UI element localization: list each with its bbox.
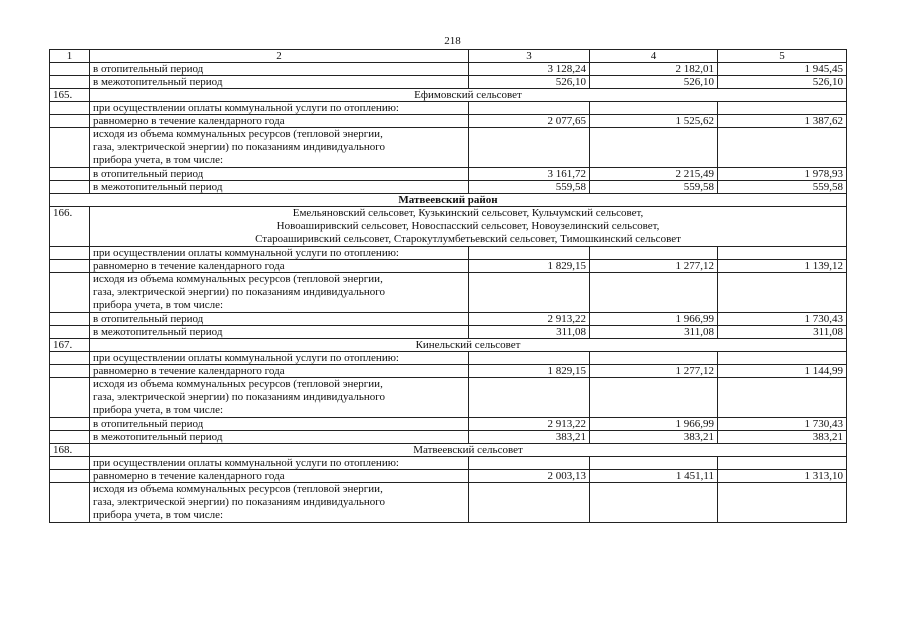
row-label: при осуществлении оплаты коммунальной услуги по отоплению: xyxy=(90,457,469,470)
value-col4 xyxy=(590,457,718,470)
section-title-line: Староаширивский сельсовет, Старокутлумбетьевский сельсовет, Тимошкинский сельсовет xyxy=(255,233,681,245)
row-label: в межотопительный период xyxy=(90,326,469,339)
table-row xyxy=(50,260,847,273)
column-number: 2 xyxy=(90,50,469,63)
row-label-multiline xyxy=(90,273,469,313)
value-col4: 1 966,99 xyxy=(590,313,718,326)
table-row xyxy=(50,63,847,76)
row-index-cell xyxy=(50,260,90,273)
row-label: в отопительный период xyxy=(90,63,469,76)
page-number: 218 xyxy=(444,35,461,47)
row-index-cell xyxy=(50,431,90,444)
label-line: исходя из объема коммунальных ресурсов (тепловой энергии, xyxy=(93,378,383,390)
row-label: в межотопительный период xyxy=(90,76,469,89)
value-col5 xyxy=(718,102,847,115)
district-title: Матвеевский район xyxy=(50,194,847,207)
row-label-multiline xyxy=(90,128,469,168)
value-col3 xyxy=(469,128,590,168)
row-index-cell xyxy=(50,483,90,523)
row-index-cell xyxy=(50,115,90,128)
tariff-table xyxy=(49,49,847,523)
section-title: Кинельский сельсовет xyxy=(90,339,847,352)
value-col3: 2 913,22 xyxy=(469,418,590,431)
row-label: равномерно в течение календарного года xyxy=(90,470,469,483)
value-col5 xyxy=(718,128,847,168)
column-number: 5 xyxy=(718,50,847,63)
value-col3: 2 077,65 xyxy=(469,115,590,128)
table-row xyxy=(50,326,847,339)
value-col3: 383,21 xyxy=(469,431,590,444)
section-index: 167. xyxy=(50,339,90,352)
value-col3 xyxy=(469,102,590,115)
row-label-multiline xyxy=(90,483,469,523)
value-col4: 1 451,11 xyxy=(590,470,718,483)
value-col5 xyxy=(718,378,847,418)
value-col4 xyxy=(590,128,718,168)
label-line: газа, электрической энергии) по показаниям индивидуального xyxy=(93,286,385,298)
section-title: Матвеевский сельсовет xyxy=(90,444,847,457)
table-row xyxy=(50,181,847,194)
value-col4: 1 525,62 xyxy=(590,115,718,128)
value-col4: 526,10 xyxy=(590,76,718,89)
row-index-cell xyxy=(50,76,90,89)
column-number: 4 xyxy=(590,50,718,63)
table-row xyxy=(50,313,847,326)
section-index: 165. xyxy=(50,89,90,102)
label-line: прибора учета, в том числе: xyxy=(93,299,224,311)
row-index-cell xyxy=(50,365,90,378)
value-col4 xyxy=(590,247,718,260)
row-label: в межотопительный период xyxy=(90,431,469,444)
value-col3 xyxy=(469,378,590,418)
table-row xyxy=(50,444,847,457)
table-row xyxy=(50,418,847,431)
value-col3: 1 829,15 xyxy=(469,260,590,273)
label-line: газа, электрической энергии) по показаниям индивидуального xyxy=(93,496,385,508)
value-col5 xyxy=(718,483,847,523)
table-row xyxy=(50,89,847,102)
value-col3 xyxy=(469,273,590,313)
section-index: 166. xyxy=(50,207,90,247)
value-col4: 1 277,12 xyxy=(590,365,718,378)
row-label: равномерно в течение календарного года xyxy=(90,365,469,378)
value-col3: 3 161,72 xyxy=(469,168,590,181)
row-index-cell xyxy=(50,181,90,194)
value-col4: 311,08 xyxy=(590,326,718,339)
row-label: в межотопительный период xyxy=(90,181,469,194)
label-line: исходя из объема коммунальных ресурсов (тепловой энергии, xyxy=(93,273,383,285)
table-row xyxy=(50,168,847,181)
label-line: газа, электрической энергии) по показаниям индивидуального xyxy=(93,391,385,403)
value-col5: 1 144,99 xyxy=(718,365,847,378)
section-title-line: Емельяновский сельсовет, Кузькинский сельсовет, Кульчумский сельсовет, xyxy=(292,207,644,219)
table-row xyxy=(50,378,847,418)
row-label: при осуществлении оплаты коммунальной услуги по отоплению: xyxy=(90,352,469,365)
row-index-cell xyxy=(50,102,90,115)
table-row xyxy=(50,128,847,168)
column-number-row xyxy=(50,50,847,63)
row-index-cell xyxy=(50,128,90,168)
label-line: газа, электрической энергии) по показаниям индивидуального xyxy=(93,141,385,153)
table-row xyxy=(50,115,847,128)
value-col3: 2 003,13 xyxy=(469,470,590,483)
table-row xyxy=(50,207,847,247)
label-line: прибора учета, в том числе: xyxy=(93,404,224,416)
value-col5: 559,58 xyxy=(718,181,847,194)
value-col5: 1 387,62 xyxy=(718,115,847,128)
row-index-cell xyxy=(50,168,90,181)
row-label: при осуществлении оплаты коммунальной услуги по отоплению: xyxy=(90,102,469,115)
row-index-cell xyxy=(50,470,90,483)
value-col3: 559,58 xyxy=(469,181,590,194)
table-row xyxy=(50,483,847,523)
table-row xyxy=(50,102,847,115)
value-col3 xyxy=(469,247,590,260)
value-col4: 2 215,49 xyxy=(590,168,718,181)
row-index-cell xyxy=(50,313,90,326)
value-col5: 311,08 xyxy=(718,326,847,339)
value-col4: 383,21 xyxy=(590,431,718,444)
value-col5: 1 313,10 xyxy=(718,470,847,483)
value-col5: 1 730,43 xyxy=(718,313,847,326)
value-col5 xyxy=(718,273,847,313)
row-index-cell xyxy=(50,326,90,339)
column-number: 1 xyxy=(50,50,90,63)
row-index-cell xyxy=(50,273,90,313)
row-label: в отопительный период xyxy=(90,313,469,326)
label-line: исходя из объема коммунальных ресурсов (тепловой энергии, xyxy=(93,128,383,140)
row-label: при осуществлении оплаты коммунальной услуги по отоплению: xyxy=(90,247,469,260)
label-line: прибора учета, в том числе: xyxy=(93,509,224,521)
row-index-cell xyxy=(50,378,90,418)
value-col5: 526,10 xyxy=(718,76,847,89)
value-col4: 1 277,12 xyxy=(590,260,718,273)
table-row xyxy=(50,470,847,483)
value-col5: 1 139,12 xyxy=(718,260,847,273)
row-label: в отопительный период xyxy=(90,418,469,431)
column-number: 3 xyxy=(469,50,590,63)
row-label: равномерно в течение календарного года xyxy=(90,115,469,128)
value-col4 xyxy=(590,352,718,365)
section-title-line: Новоаширивский сельсовет, Новоспасский сельсовет, Новоузелинский сельсовет, xyxy=(276,220,660,232)
row-label: равномерно в течение календарного года xyxy=(90,260,469,273)
value-col4 xyxy=(590,273,718,313)
value-col3 xyxy=(469,483,590,523)
value-col5 xyxy=(718,457,847,470)
value-col5: 1 730,43 xyxy=(718,418,847,431)
value-col5: 383,21 xyxy=(718,431,847,444)
value-col5 xyxy=(718,352,847,365)
row-index-cell xyxy=(50,63,90,76)
row-index-cell xyxy=(50,457,90,470)
row-label-multiline xyxy=(90,378,469,418)
section-index: 168. xyxy=(50,444,90,457)
label-line: прибора учета, в том числе: xyxy=(93,154,224,166)
value-col3: 311,08 xyxy=(469,326,590,339)
table-body xyxy=(50,63,847,523)
value-col3: 3 128,24 xyxy=(469,63,590,76)
value-col3: 2 913,22 xyxy=(469,313,590,326)
value-col5: 1 945,45 xyxy=(718,63,847,76)
value-col5 xyxy=(718,247,847,260)
label-line: исходя из объема коммунальных ресурсов (тепловой энергии, xyxy=(93,483,383,495)
table-row xyxy=(50,247,847,260)
row-index-cell xyxy=(50,352,90,365)
table-row xyxy=(50,339,847,352)
value-col4: 559,58 xyxy=(590,181,718,194)
row-label: в отопительный период xyxy=(90,168,469,181)
value-col4: 2 182,01 xyxy=(590,63,718,76)
table-row xyxy=(50,365,847,378)
table-row xyxy=(50,457,847,470)
table-row xyxy=(50,76,847,89)
value-col3 xyxy=(469,457,590,470)
table-row xyxy=(50,352,847,365)
value-col4 xyxy=(590,102,718,115)
value-col3: 526,10 xyxy=(469,76,590,89)
value-col3 xyxy=(469,352,590,365)
table-row xyxy=(50,273,847,313)
value-col4 xyxy=(590,483,718,523)
row-index-cell xyxy=(50,418,90,431)
value-col4: 1 966,99 xyxy=(590,418,718,431)
value-col3: 1 829,15 xyxy=(469,365,590,378)
value-col5: 1 978,93 xyxy=(718,168,847,181)
table-row xyxy=(50,194,847,207)
section-title-multiline xyxy=(90,207,847,247)
value-col4 xyxy=(590,378,718,418)
section-title: Ефимовский сельсовет xyxy=(90,89,847,102)
row-index-cell xyxy=(50,247,90,260)
table-row xyxy=(50,431,847,444)
